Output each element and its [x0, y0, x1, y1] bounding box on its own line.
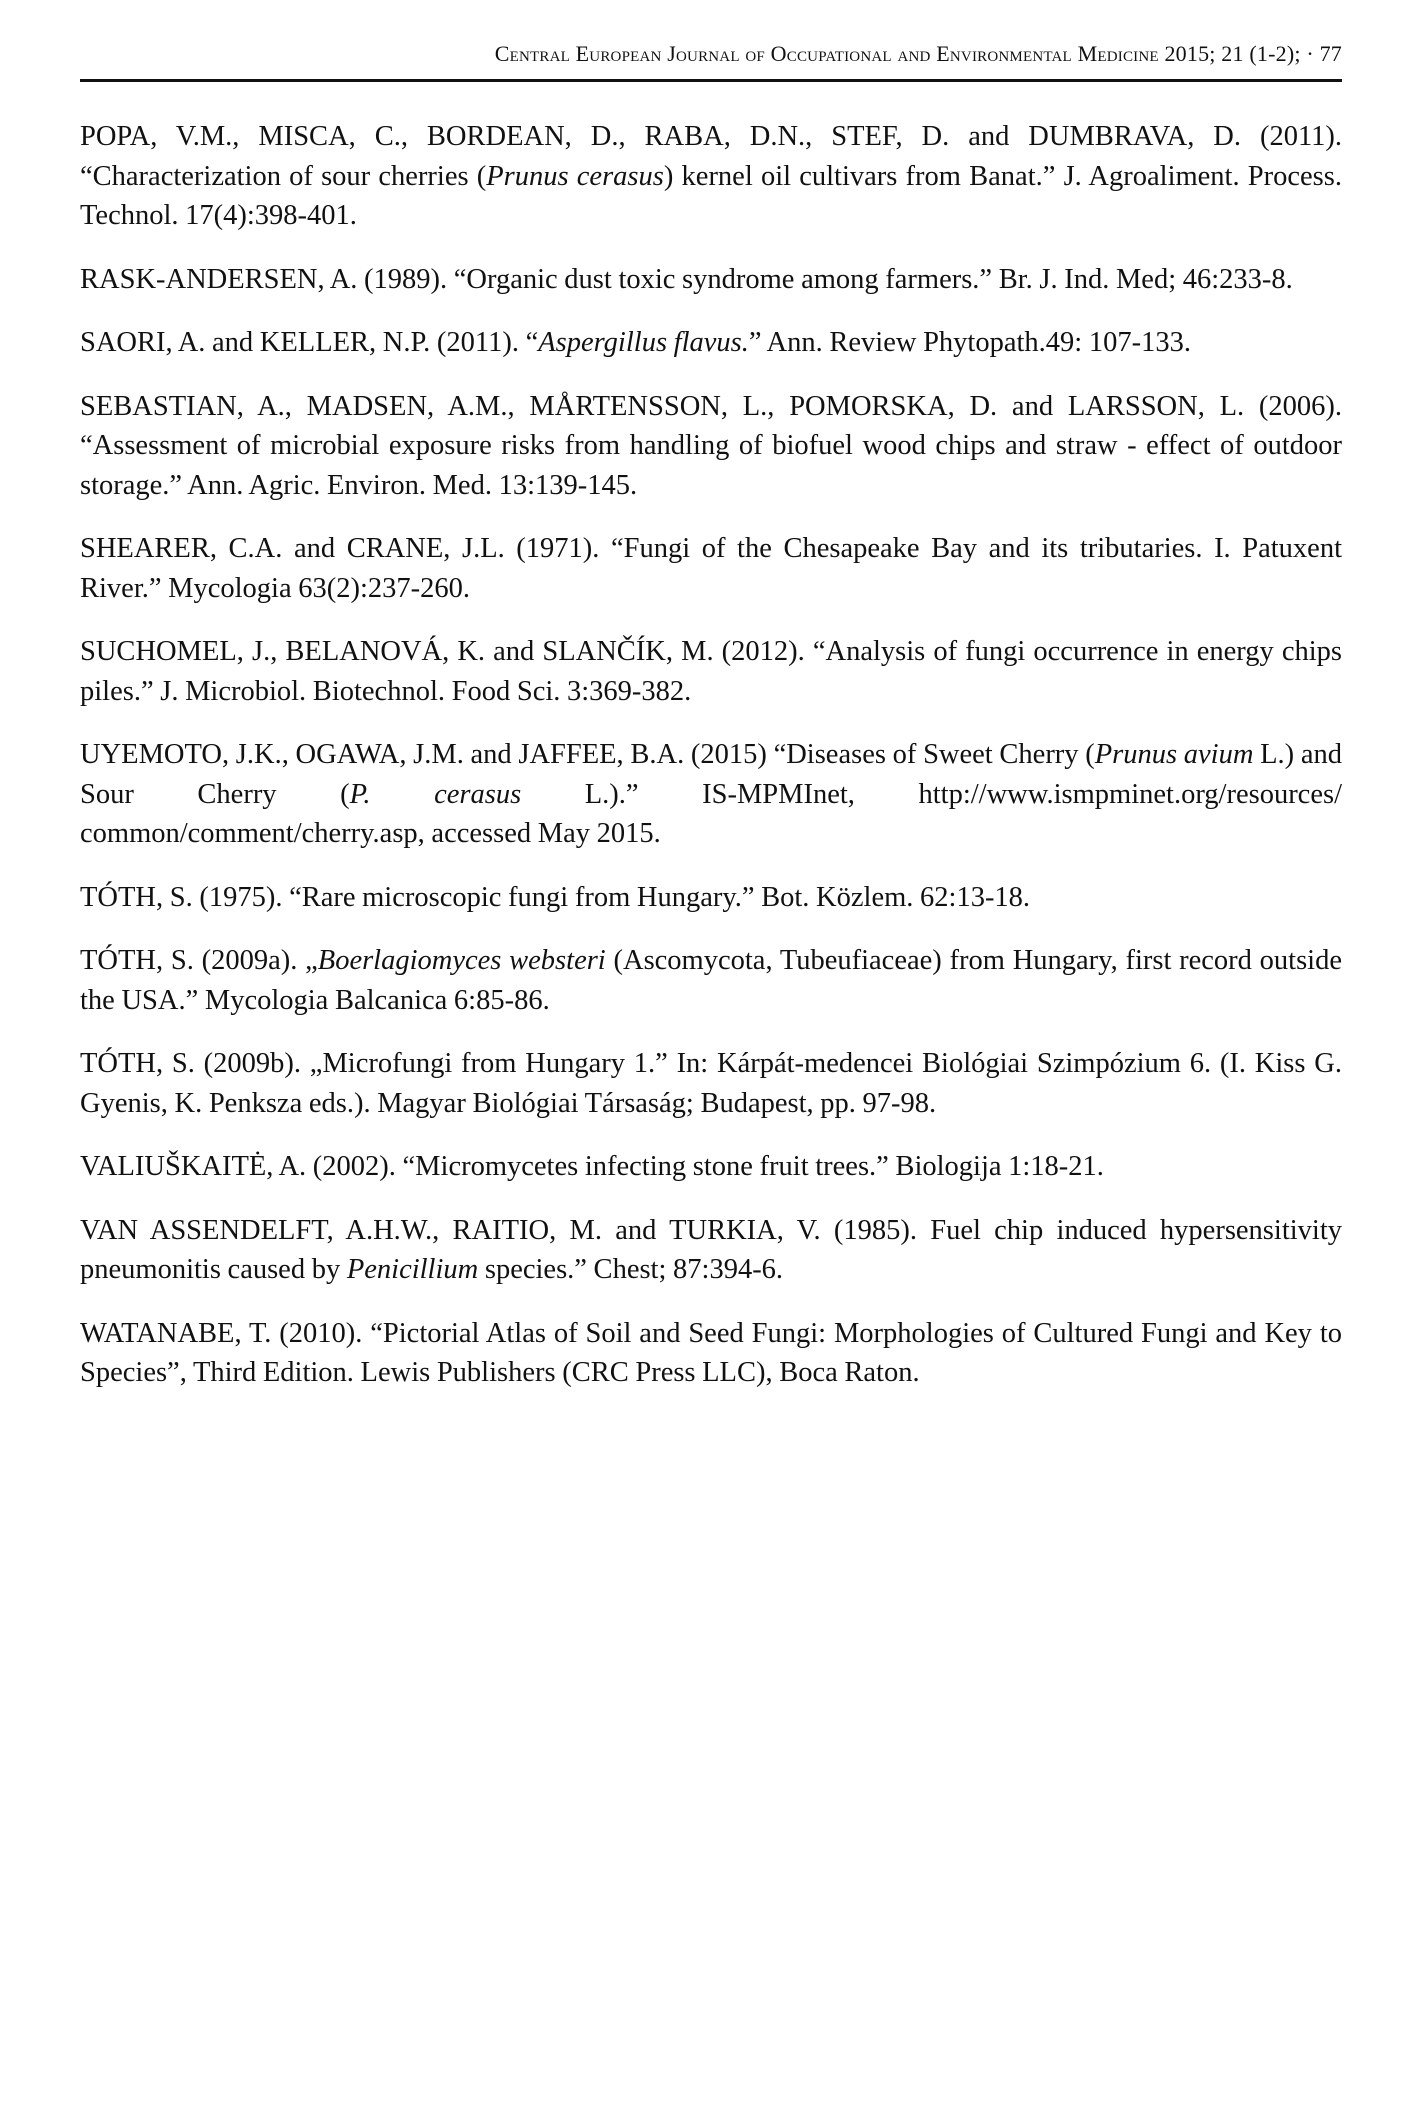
reference-text: WATANABE, T. (2010). “Pictorial Atlas of Soil and Seed Fungi: Morphologies of Cultured Fungi and Key to Species”, Third Edition. Lewis Publishers (CRC Press LLC), Boca Raton.: [80, 1317, 1342, 1388]
reference-entry: [80, 878, 1342, 918]
reference-entry: [80, 632, 1342, 711]
reference-list: [80, 117, 1342, 1417]
reference-entry: [80, 1314, 1342, 1393]
reference-text: RASK-ANDERSEN, A. (1989). “Organic dust toxic syndrome among farmers.” Br. J. Ind. Med; 46:233-8.: [80, 263, 1293, 295]
reference-text: L.).” IS-MPMInet, http://www.ismpminet.org/resources/ common/comment/cherry.asp, accessed May 2015.: [80, 778, 1342, 849]
reference-text: TÓTH, S. (1975). “Rare microscopic fungi from Hungary.” Bot. Közlem. 62:13-18.: [80, 881, 1031, 913]
reference-entry: [80, 1147, 1342, 1187]
reference-text: TÓTH, S. (2009a). „: [80, 945, 318, 976]
reference-entry: [80, 387, 1342, 506]
reference-text: SUCHOMEL, J., BELANOVÁ, K. and SLANČÍK, M. (2012). “Analysis of fungi occurrence in energy chips piles.” J. Microbiol. Biotechnol. Food Sci. 3:369-382.: [80, 636, 1342, 707]
reference-text: species.” Chest; 87:394-6.: [478, 1254, 784, 1285]
reference-text: POPA, V.M., MISCA, C., BORDEAN, D., RABA, D.N., STEF, D. and DUMBRAVA, D. (2011). “Characterization of sour cherries (: [80, 121, 1342, 192]
reference-entry: [80, 735, 1342, 854]
reference-text: SHEARER, C.A. and CRANE, J.L. (1971). “Fungi of the Chesapeake Bay and its tributaries. I. Patuxent River.” Mycologia 63(2):237-260.: [80, 533, 1342, 604]
italic-taxon: Aspergillus flavus.: [538, 327, 749, 358]
reference-text: VAN ASSENDELFT, A.H.W., RAITIO, M. and TURKIA, V. (1985). Fuel chip induced hypersensitivity pneumonitis caused by: [80, 1214, 1342, 1285]
reference-entry: [80, 117, 1342, 236]
italic-taxon: Prunus cerasus: [486, 160, 664, 192]
reference-text: (Ascomycota, Tubeufiaceae) from Hungary, first record outside the USA.” Mycologia Balcanica 6:85-86.: [80, 945, 1342, 1016]
reference-text: L.) and Sour Cherry (: [80, 739, 1342, 810]
header-rule: [80, 79, 1342, 82]
reference-entry: [80, 941, 1342, 1020]
reference-text: UYEMOTO, J.K., OGAWA, J.M. and JAFFEE, B.A. (2015) “Diseases of Sweet Cherry (: [80, 739, 1095, 770]
reference-text: TÓTH, S. (2009b). „Microfungi from Hungary 1.” In: Kárpát-medencei Biológiai Szimpózium 6. (I. Kiss G. Gyenis, K. Penksza eds.). Magyar Biológiai Társaság; Budapest, pp. 97-98.: [80, 1048, 1342, 1119]
reference-entry: [80, 323, 1342, 363]
italic-taxon: Boerlagiomyces websteri: [317, 945, 606, 976]
reference-text: VALIUŠKAITĖ, A. (2002). “Micromycetes infecting stone fruit trees.” Biologija 1:18-21.: [80, 1151, 1104, 1182]
reference-text: ” Ann. Review Phytopath.49: 107-133.: [748, 327, 1191, 358]
reference-entry: [80, 260, 1342, 300]
italic-taxon: Penicillium: [346, 1254, 479, 1285]
reference-entry: [80, 529, 1342, 608]
italic-taxon: P. cerasus: [349, 778, 522, 810]
reference-text: ) kernel oil cultivars from Banat.” J. Agroaliment. Process. Technol. 17(4):398-401.: [80, 160, 1342, 231]
reference-entry: [80, 1044, 1342, 1123]
reference-entry: [80, 1211, 1342, 1290]
reference-text: SEBASTIAN, A., MADSEN, A.M., MÅRTENSSON, L., POMORSKA, D. and LARSSON, L. (2006). “Assessment of microbial exposure risks from handling of biofuel wood chips and straw - effect of outdoor storage.” Ann. Agric. Environ. Med. 13:139-145.: [80, 390, 1342, 501]
reference-text: SAORI, A. and KELLER, N.P. (2011). “: [80, 327, 539, 358]
running-header: Central European Journal of Occupational and Environmental Medicine 2015; 21 (1-2); · 77: [494, 41, 1342, 66]
italic-taxon: Prunus avium: [1094, 739, 1254, 770]
